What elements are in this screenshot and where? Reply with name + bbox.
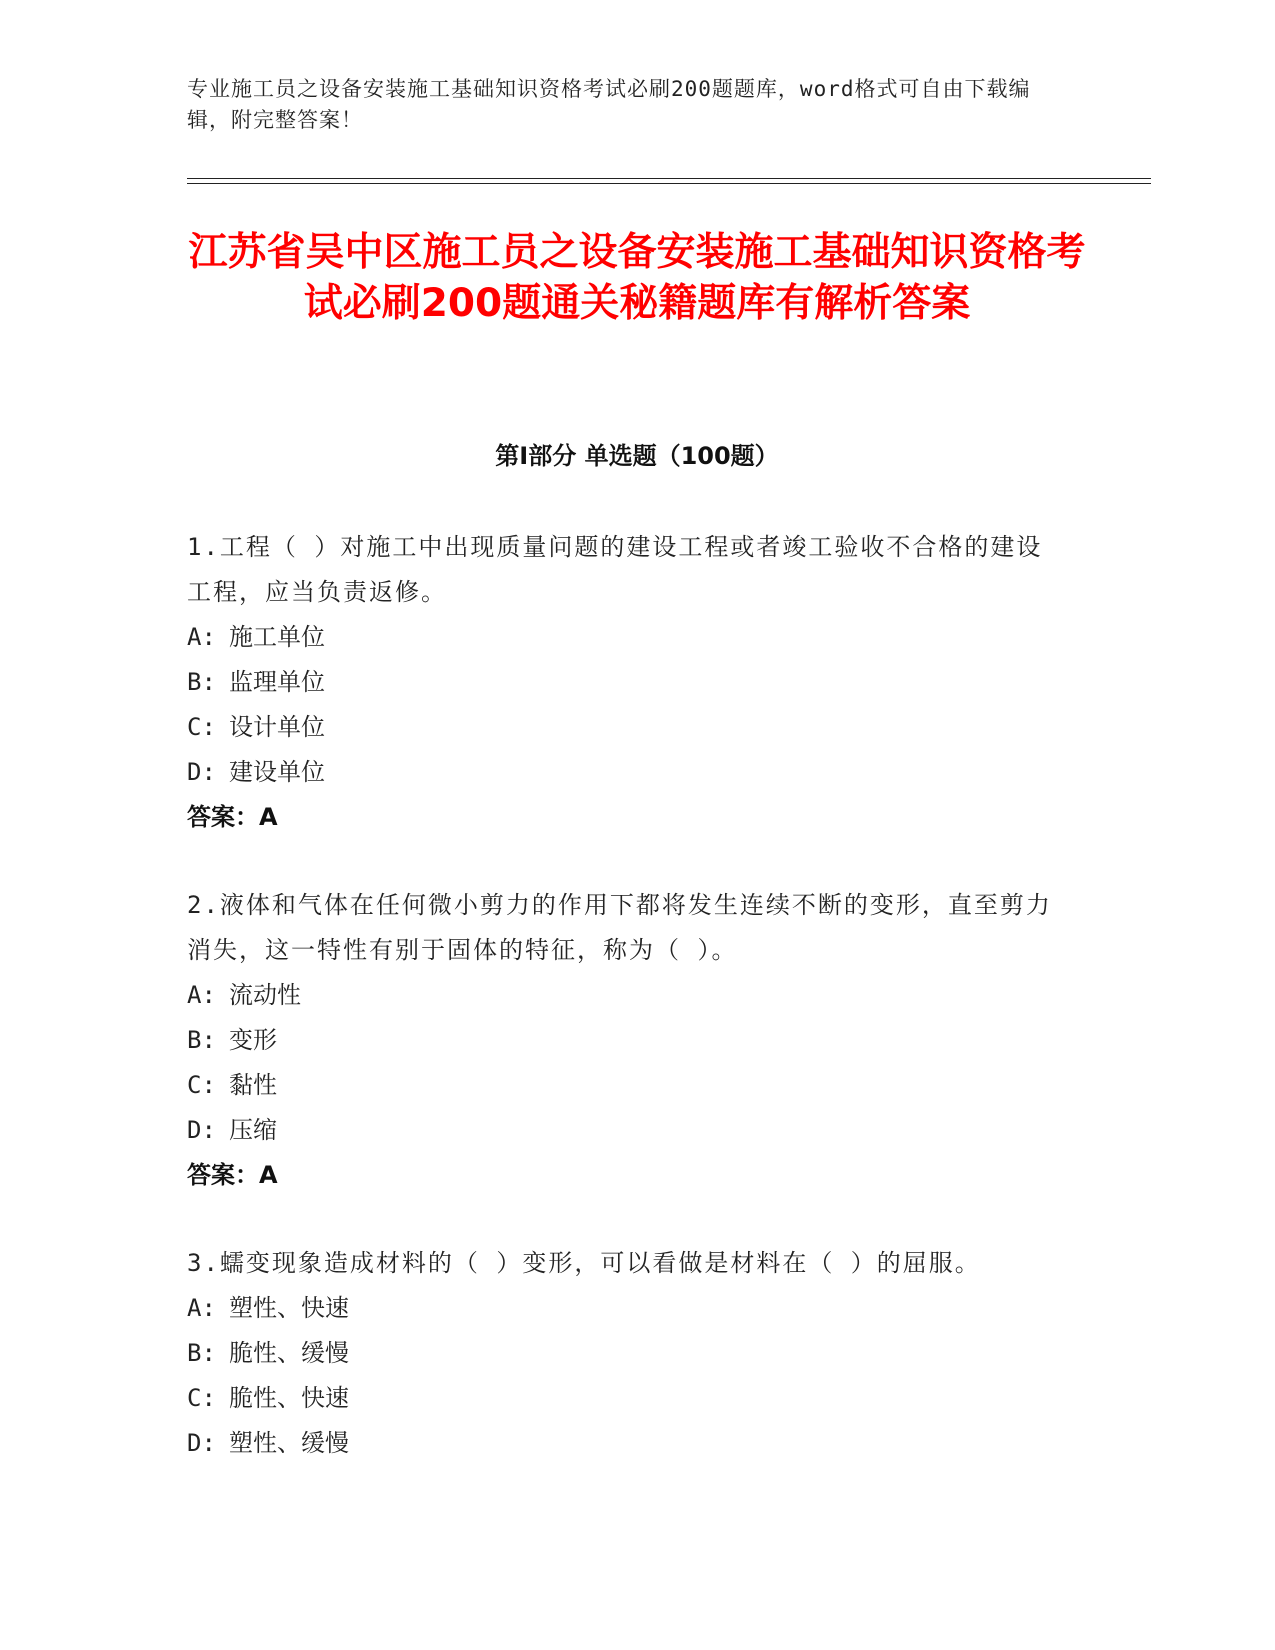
option-letter: A: — [187, 623, 216, 651]
option-letter: D: — [187, 758, 216, 786]
option-letter: C: — [187, 1071, 216, 1099]
option-text: 脆性、快速 — [229, 1384, 349, 1412]
option-c — [187, 1376, 1067, 1421]
question-stem: 1.工程（ ）对施工中出现质量问题的建设工程或者竣工验收不合格的建设工程，应当负责返修。 — [187, 533, 1043, 606]
option-text: 施工单位 — [229, 623, 325, 651]
option-c — [187, 1063, 1067, 1108]
document-title: 江苏省吴中区施工员之设备安装施工基础知识资格考试必刷200题通关秘籍题库有解析答案 — [188, 230, 1086, 326]
question-2 — [187, 883, 1067, 1198]
option-text: 黏性 — [229, 1071, 277, 1099]
document-header: 专业施工员之设备安装施工基础知识资格考试必刷200题题库，word格式可自由下载编辑，附完整答案！ — [187, 77, 1031, 132]
option-text: 压缩 — [229, 1116, 277, 1144]
option-d — [187, 1108, 1067, 1153]
question-stem: 3.蠕变现象造成材料的（ ）变形，可以看做是材料在（ ）的屈服。 — [187, 1249, 981, 1277]
option-b — [187, 1018, 1067, 1063]
option-text: 设计单位 — [229, 713, 325, 741]
option-text: 塑性、缓慢 — [229, 1429, 349, 1457]
option-letter: B: — [187, 1026, 216, 1054]
option-letter: B: — [187, 668, 216, 696]
question-stem: 2.液体和气体在任何微小剪力的作用下都将发生连续不断的变形，直至剪力消失，这一特性有别于固体的特征，称为（ ）。 — [187, 891, 1052, 964]
option-letter: D: — [187, 1429, 216, 1457]
option-letter: C: — [187, 713, 216, 741]
answer-line: 答案：A — [187, 1161, 278, 1189]
option-text: 塑性、快速 — [229, 1294, 349, 1322]
option-d — [187, 750, 1067, 795]
header-divider-top — [187, 178, 1151, 179]
option-text: 变形 — [229, 1026, 277, 1054]
option-c — [187, 705, 1067, 750]
option-letter: C: — [187, 1384, 216, 1412]
question-3 — [187, 1241, 1067, 1466]
question-list — [187, 525, 1067, 1466]
option-letter: A: — [187, 981, 216, 1009]
option-letter: B: — [187, 1339, 216, 1367]
answer-line: 答案：A — [187, 803, 278, 831]
option-text: 监理单位 — [229, 668, 325, 696]
header-divider-bottom — [187, 183, 1151, 184]
option-b — [187, 660, 1067, 705]
option-a — [187, 973, 1067, 1018]
option-d — [187, 1421, 1067, 1466]
option-text: 建设单位 — [229, 758, 325, 786]
option-b — [187, 1331, 1067, 1376]
option-text: 流动性 — [229, 981, 301, 1009]
option-letter: A: — [187, 1294, 216, 1322]
question-1 — [187, 525, 1067, 840]
option-a — [187, 1286, 1067, 1331]
option-a — [187, 615, 1067, 660]
option-text: 脆性、缓慢 — [229, 1339, 349, 1367]
section-heading: 第I部分 单选题（100题） — [495, 442, 779, 470]
option-letter: D: — [187, 1116, 216, 1144]
